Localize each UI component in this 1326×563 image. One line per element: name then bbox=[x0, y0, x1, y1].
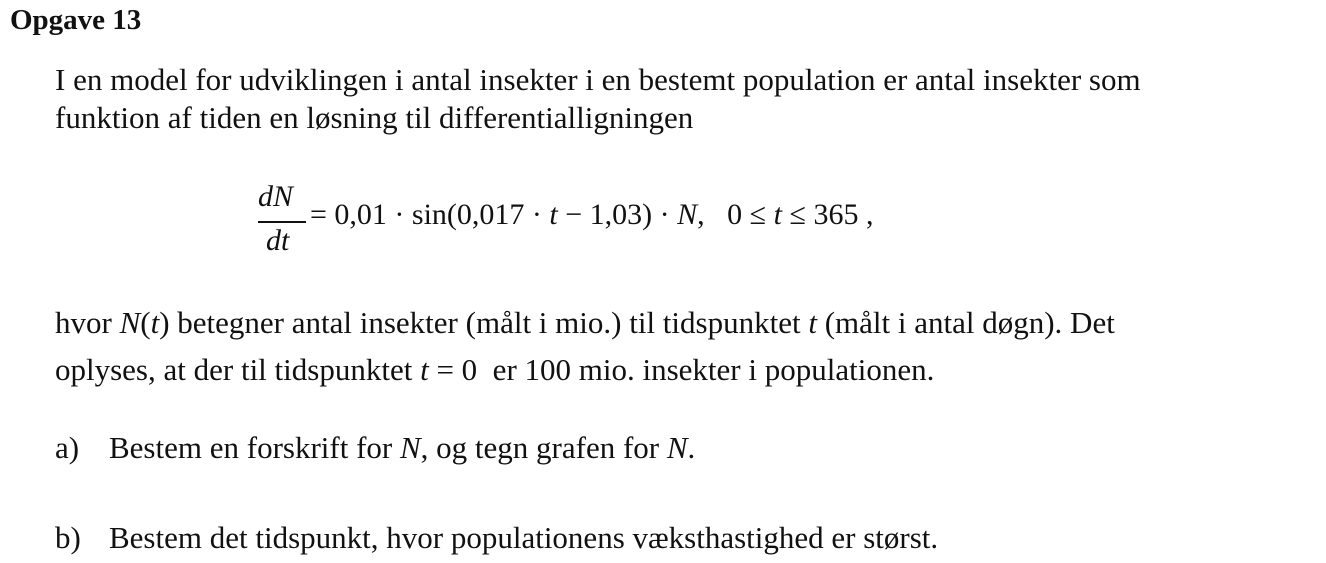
equation-variable-t: t bbox=[549, 198, 558, 231]
fraction-bar bbox=[258, 221, 306, 223]
context-text: hvor bbox=[55, 305, 120, 340]
question-a-label: a) bbox=[55, 430, 80, 465]
equation-rhs-part-b: − 1,03) · bbox=[557, 198, 678, 231]
question-a bbox=[55, 428, 695, 468]
question-b-label: b) bbox=[55, 520, 81, 555]
question-a-text: , og tegn grafen for bbox=[420, 430, 667, 465]
question-a-var-n: N bbox=[666, 430, 688, 465]
context-var-t: t bbox=[420, 352, 429, 387]
equation-rhs-part-a: = 0,01 · sin(0,017 · bbox=[310, 198, 550, 231]
context-line-2 bbox=[55, 350, 934, 390]
context-var-n: N bbox=[119, 305, 141, 340]
context-text: ( bbox=[140, 305, 151, 340]
context-text: oplyses, at der til tidspunktet bbox=[55, 352, 421, 387]
equation-rhs-part-d: ≤ 365 , bbox=[781, 198, 874, 231]
derivative-fraction bbox=[256, 180, 308, 262]
question-b-text: Bestem det tidspunkt, hvor populationens væksthastighed er størst. bbox=[109, 520, 939, 555]
context-text: (målt i antal døgn). Det bbox=[816, 305, 1115, 340]
question-b bbox=[55, 518, 938, 558]
exercise-heading: Opgave 13 bbox=[10, 4, 142, 36]
context-line-1 bbox=[55, 303, 1115, 343]
equation-right-side bbox=[310, 198, 873, 232]
question-a-text: Bestem en forskrift for bbox=[109, 430, 400, 465]
equation-rhs-part-c: , 0 ≤ bbox=[697, 198, 774, 231]
equation-variable-n: N bbox=[677, 198, 698, 231]
context-var-t: t bbox=[808, 305, 817, 340]
fraction-denominator: dt bbox=[266, 224, 290, 257]
context-text: = 0 er 100 mio. insekter i populationen. bbox=[428, 352, 935, 387]
intro-line-2: funktion af tiden en løsning til differentialligningen bbox=[55, 100, 694, 135]
question-a-text: . bbox=[687, 430, 696, 465]
context-text: ) betegner antal insekter (målt i mio.) til tidspunktet bbox=[159, 305, 809, 340]
intro-line-1: I en model for udviklingen i antal insekter i en bestemt population er antal insekter som bbox=[55, 62, 1141, 97]
question-a-var-n: N bbox=[399, 430, 421, 465]
fraction-numerator: dN bbox=[258, 180, 294, 213]
equation-variable-t-range: t bbox=[773, 198, 782, 231]
context-var-t: t bbox=[150, 305, 160, 340]
